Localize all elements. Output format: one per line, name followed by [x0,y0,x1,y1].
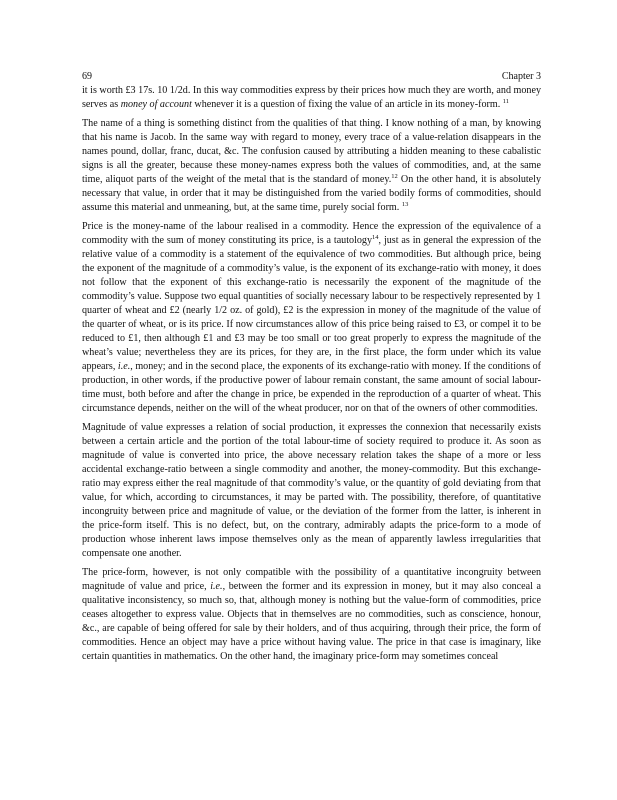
italic-text: i.e. [117,361,131,372]
text-run: , between the former and its expression in money, but it may also conceal a qualitative inconsistency, so much so, that, although money is nothing but the value-form of commodities, price ceases altogether to express value. Objects that in themselves are no commodities, such as conscience, honour, &c., are capable of being offered for sale by their holders, and of thus acquiring, through their price, the form of commodities. Hence an object may have a price without having value. The price in that case is imaginary, like certain quantities in mathematics. On the other hand, the imaginary price-form may sometimes conceal [82,581,542,662]
paragraph [82,220,541,416]
text-run: The name of a thing is something distinct from the qualities of that thing. I know nothing of a man, by knowing that his name is Jacob. In the same way with regard to money, every trace of a value-relation disappears in the names pound, dollar, franc, ducat, &c. The confusion caused by attributing a hidden meaning to these cabalistic signs is all the greater, because these money-names express both the values of commodities, and, at the same time, aliquot parts of the weight of the metal that is the standard of money. [82,118,541,185]
chapter-label: Chapter 3 [501,71,541,82]
paragraph [82,566,541,664]
paragraph [82,421,541,561]
page-number: 69 [82,71,92,82]
body-text [82,84,541,669]
text-run: The price-form, however, is not only compatible with the possibility of a quantitative incongruity between magnitude of value and price, [82,567,541,592]
text-run: Price is the money-name of the labour realised in a commodity. Hence the expression of the equivalence of a commodity with the sum of money constituting its price, is a tautology [82,221,541,246]
text-run: Magnitude of value expresses a relation of social production, it expresses the connexion that necessarily exists between a certain article and the portion of the total labour-time of society required to produce it. As soon as magnitude of value is converted into price, the above necessary relation takes the shape of a more or less accidental exchange-ratio between a single commodity and another, the money-commodity. But this exchange-ratio may express either the real magnitude of that commodity’s value, or the quantity of gold deviating from that value, for which, according to circumstances, it may be parted with. The possibility, therefore, of quantitative incongruity between price and magnitude of value, or the deviation of the former from the latter, is inherent in the price-form itself. This is no defect, but, on the contrary, admirably adapts the price-form to a mode of production whose inherent laws impose themselves only as the mean of apparently lawless irregularities that compensate one another. [82,422,541,559]
text-run: it is worth £3 17s. 10 1/2d. In this way commodities express by their prices how much they are worth, and money serves as [82,85,541,110]
footnote-marker: 14 [372,234,379,241]
footnote-marker: 11 [502,98,510,105]
paragraph [82,117,541,215]
page-header [82,71,541,85]
text-run: , just as in general the expression of the relative value of a commodity is a statement of the equivalence of two commodities. But although price, being the exponent of the magnitude of a commodity’s value, is the exponent of its exchange-ratio with money, it does not follow that the exponent of this exchange-ratio is necessarily the exponent of the magnitude of the commodity’s value. Suppose two equal quantities of socially necessary labour to be respectively represented by 1 quarter of wheat and £2 (nearly 1/2 oz. of gold), £2 is the expression in money of the magnitude of the value of the quarter of wheat, or is its price. If now circumstances allow of this price being raised to £3, or compel it to be reduced to £1, then although £1 and £3 may be too small or too great properly to express the magnitude of the wheat’s value; nevertheless they are its prices, for they are, in the first place, the form under which its value appears, [82,235,541,372]
text-run: whenever it is a question of fixing the value of an article in its money-form. [191,99,503,110]
footnote-marker: 13 [401,201,409,208]
paragraph [82,84,541,112]
footnote-marker: 12 [391,173,398,180]
text-run: On the other hand, it is absolutely necessary that value, in order that it may be distinguished from the varied bodily forms of commodities, should assume this material and unmeaning, but, at the same time, purely social form. [82,174,542,213]
italic-text: i.e. [210,581,223,592]
text-run: , money; and in the second place, the exponents of its exchange-ratio with money. If the conditions of production, in other words, if the productive power of labour remain constant, the same amount of social labour-time must, both before and after the change in price, be expended in the reproduction of a quarter of wheat. This circumstance depends, neither on the will of the wheat producer, nor on that of the owners of other commodities. [82,361,541,414]
italic-text: money of account [120,99,192,110]
